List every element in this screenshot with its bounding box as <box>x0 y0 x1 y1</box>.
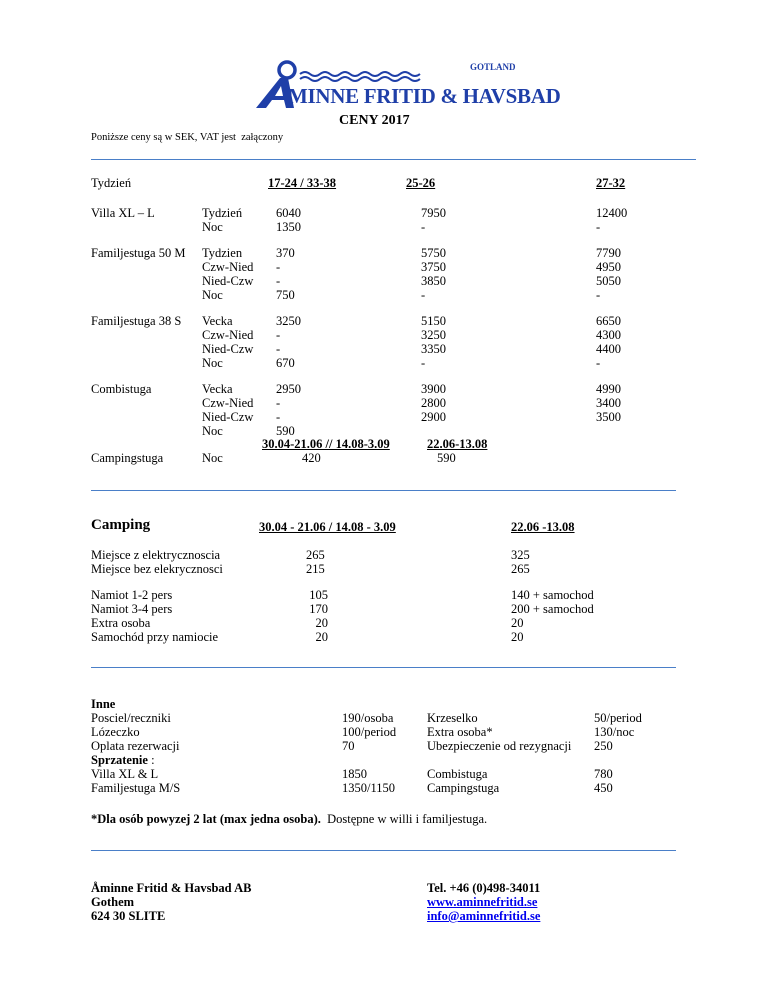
price: 1850 <box>342 767 367 781</box>
price: 5050 <box>596 274 621 288</box>
period: Noc <box>202 424 223 438</box>
price: - <box>421 288 426 302</box>
period: Tydzien <box>202 246 243 260</box>
price: 70 <box>342 739 355 753</box>
price: 105 <box>309 588 328 602</box>
price: 6040 <box>276 206 301 220</box>
villa-col1 <box>276 206 301 234</box>
camping-group1-col2 <box>511 548 530 576</box>
price: 215 <box>306 562 325 576</box>
price: 7950 <box>421 206 446 220</box>
other-item: Krzeselko <box>427 711 478 725</box>
camping-col2-header: 22.06 -13.08 <box>511 520 575 534</box>
row-name-campingstuga: Campingstuga <box>91 451 164 465</box>
price: 3850 <box>421 274 446 288</box>
camping-item: Samochód przy namiocie <box>91 630 219 644</box>
camping-item: Namiot 1-2 pers <box>91 588 173 602</box>
price: 2950 <box>276 382 301 396</box>
price: 50/period <box>594 711 642 725</box>
divider <box>91 159 696 160</box>
price: 5150 <box>421 314 446 328</box>
price: 3500 <box>596 410 621 424</box>
other-items-right <box>427 711 571 753</box>
camping-group1-labels <box>91 548 223 576</box>
combi-col1 <box>276 382 301 438</box>
price: - <box>276 396 281 410</box>
price: 3250 <box>421 328 446 342</box>
price: 4950 <box>596 260 621 274</box>
other-item: Ubezpieczenie od rezygnacji <box>427 739 572 753</box>
price: 325 <box>511 548 530 562</box>
price: 100/period <box>342 725 397 739</box>
period: Nied-Czw <box>202 410 254 424</box>
price: - <box>276 260 281 274</box>
villa-periods <box>202 206 242 234</box>
fam38-col2 <box>421 314 446 370</box>
company-logo <box>250 56 561 114</box>
divider <box>91 850 676 851</box>
company-city: Gothem <box>91 895 135 909</box>
company-name: Åminne Fritid & Havsbad AB <box>91 881 252 895</box>
price: - <box>421 356 426 370</box>
price: - <box>596 356 601 370</box>
price: - <box>596 220 601 234</box>
price: 140 + samochod <box>511 588 594 602</box>
price: 6650 <box>596 314 621 328</box>
camping-title: Camping <box>91 517 151 533</box>
price: - <box>421 220 426 234</box>
camping-item: Miejsce z elektrycznoscia <box>91 548 221 562</box>
row-name-villa: Villa XL – L <box>91 206 155 220</box>
price: 370 <box>276 246 295 260</box>
column-header-2: 25-26 <box>406 176 436 190</box>
period: Czw-Nied <box>202 328 254 342</box>
price: 20 <box>511 616 524 630</box>
price: 190/osoba <box>342 711 394 725</box>
price: 3400 <box>596 396 621 410</box>
other-item: Posciel/reczniki <box>91 711 171 725</box>
price: 2800 <box>421 396 446 410</box>
price: 4400 <box>596 342 621 356</box>
period: Nied-Czw <box>202 274 254 288</box>
period: Noc <box>202 220 223 234</box>
campingstuga-price-2: 590 <box>437 451 456 465</box>
price: 1350 <box>276 220 301 234</box>
price: 750 <box>276 288 295 302</box>
price: - <box>276 410 281 424</box>
column-header-3: 27-32 <box>596 176 626 190</box>
camping-item: Miejsce bez elekrycznosci <box>91 562 223 576</box>
campingstuga-price-1: 420 <box>302 451 321 465</box>
footnote <box>91 812 487 826</box>
price: 200 + samochod <box>511 602 594 616</box>
period: Noc <box>202 288 223 302</box>
other-item: Oplata rezerwacji <box>91 739 180 753</box>
combi-col2 <box>421 382 446 424</box>
company-address <box>91 881 251 923</box>
combi-periods <box>202 382 253 438</box>
row-name-familjestuga-50: Familjestuga 50 M <box>91 246 186 260</box>
price: 1350/1150 <box>342 781 396 795</box>
price: - <box>276 328 281 342</box>
price: 130/noc <box>594 725 635 739</box>
campingstuga-col1-header: 30.04-21.06 // 14.08-3.09 <box>262 437 390 451</box>
fam50-periods <box>202 246 253 302</box>
other-title: Inne <box>91 697 116 711</box>
price: 450 <box>594 781 613 795</box>
subtitle: Poniższe ceny są w SEK, VAT jest załączony <box>91 132 284 143</box>
phone: Tel. +46 (0)498-34011 <box>427 881 541 895</box>
price: 590 <box>276 424 295 438</box>
combi-col3 <box>596 382 621 424</box>
cleaning-item: Combistuga <box>427 767 488 781</box>
period: Noc <box>202 356 223 370</box>
column-header-1: 17-24 / 33-38 <box>268 176 337 190</box>
camping-group2-col1 <box>306 588 328 644</box>
fam50-col2 <box>421 246 446 302</box>
camping-col1-header: 30.04 - 21.06 / 14.08 - 3.09 <box>259 520 396 534</box>
period: Tydzień <box>202 206 243 220</box>
price: 2900 <box>421 410 446 424</box>
cleaning-label: Sprzatenie <box>91 753 148 767</box>
other-values-right <box>594 711 642 753</box>
price: 20 <box>315 630 328 644</box>
other-values-left <box>342 711 396 753</box>
price: 3350 <box>421 342 446 356</box>
row-name-familjestuga-38: Familjestuga 38 S <box>91 314 182 328</box>
fam50-col1 <box>276 246 295 302</box>
period: Czw-Nied <box>202 396 254 410</box>
period: Vecka <box>202 314 233 328</box>
page-title: CENY 2017 <box>339 113 410 128</box>
cleaning-item: Campingstuga <box>427 781 500 795</box>
company-postal: 624 30 SLITE <box>91 909 166 923</box>
villa-col3 <box>596 206 627 234</box>
logo-region: GOTLAND <box>470 62 516 72</box>
cleaning-item: Villa XL & L <box>91 767 159 781</box>
price: 670 <box>276 356 295 370</box>
price: - <box>276 342 281 356</box>
logo-name: MINNE FRITID & HAVSBAD <box>288 84 561 108</box>
period: Nied-Czw <box>202 342 254 356</box>
price: 265 <box>511 562 530 576</box>
footnote-rest: Dostępne w willi i familjestuga. <box>320 812 488 826</box>
camping-group1-col1 <box>306 548 325 576</box>
price: 7790 <box>596 246 621 260</box>
price: 265 <box>306 548 325 562</box>
price: 3900 <box>421 382 446 396</box>
price: 12400 <box>596 206 628 220</box>
cleaning-item: Familjestuga M/S <box>91 781 181 795</box>
fam50-col3 <box>596 246 621 302</box>
period: Vecka <box>202 382 233 396</box>
fam38-periods <box>202 314 253 370</box>
campingstuga-col2-header: 22.06-13.08 <box>427 437 488 451</box>
camping-item: Extra osoba <box>91 616 151 630</box>
price: 170 <box>309 602 328 616</box>
camping-group2-col2 <box>511 588 594 644</box>
camping-group2-labels <box>91 588 218 644</box>
cleaning-values-left <box>342 767 395 795</box>
period: Czw-Nied <box>202 260 254 274</box>
fam38-col3 <box>596 314 621 370</box>
fam38-col1 <box>276 314 301 370</box>
other-labels <box>91 697 180 795</box>
price: 20 <box>511 630 524 644</box>
villa-col2 <box>421 206 446 234</box>
other-item: Lózeczko <box>91 725 140 739</box>
price: 20 <box>315 616 328 630</box>
website-link[interactable]: www.aminnefritid.se <box>427 895 538 909</box>
cleaning-colon: : <box>147 753 155 767</box>
price: 3250 <box>276 314 301 328</box>
price: 780 <box>594 767 613 781</box>
week-header-label: Tydzień <box>91 176 132 190</box>
divider <box>91 667 676 668</box>
row-name-combistuga: Combistuga <box>91 382 152 396</box>
campingstuga-period: Noc <box>202 451 223 465</box>
cleaning-values-right <box>594 767 613 795</box>
email-link[interactable]: info@aminnefritid.se <box>427 909 541 923</box>
other-item: Extra osoba* <box>427 725 493 739</box>
camping-item: Namiot 3-4 pers <box>91 602 173 616</box>
price: 4990 <box>596 382 621 396</box>
price: 3750 <box>421 260 446 274</box>
price: 5750 <box>421 246 446 260</box>
price: 250 <box>594 739 613 753</box>
price: 4300 <box>596 328 621 342</box>
cleaning-items-right <box>427 767 499 795</box>
divider <box>91 490 676 491</box>
price: - <box>596 288 601 302</box>
footnote-bold: *Dla osób powyzej 2 lat (max jedna osoba). <box>91 812 321 826</box>
contact-info <box>427 881 540 923</box>
price: - <box>276 274 281 288</box>
